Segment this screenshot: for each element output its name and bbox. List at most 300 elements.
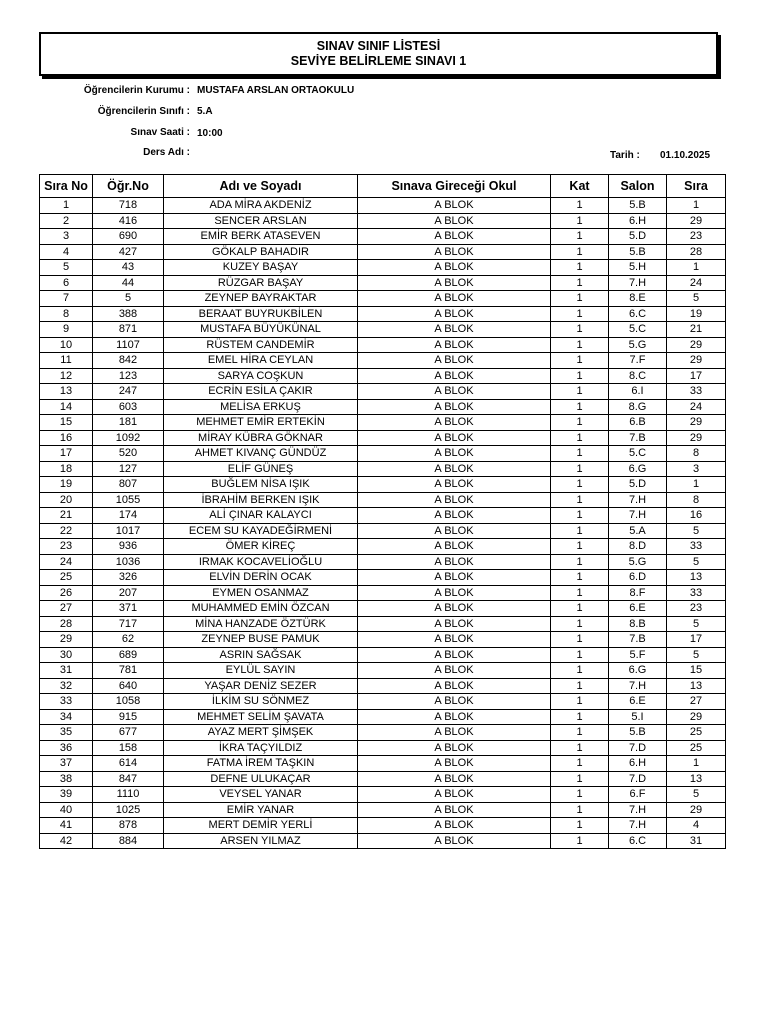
cell-student-no: 689 [93,647,164,663]
table-row [40,725,726,741]
cell-seat: 29 [667,213,726,229]
cell-exam-school: A BLOK [358,198,551,214]
cell-row-no: 13 [40,384,93,400]
cell-exam-school: A BLOK [358,740,551,756]
cell-row-no: 8 [40,306,93,322]
cell-full-name: ELİF GÜNEŞ [164,461,358,477]
col-header-full-name: Adı ve Soyadı [164,175,358,198]
cell-full-name: VEYSEL YANAR [164,787,358,803]
cell-full-name: ELVİN DERİN OCAK [164,570,358,586]
cell-hall: 6.E [609,601,667,617]
cell-student-no: 158 [93,740,164,756]
cell-floor: 1 [551,756,609,772]
cell-seat: 13 [667,678,726,694]
cell-floor: 1 [551,508,609,524]
cell-student-no: 847 [93,771,164,787]
cell-student-no: 427 [93,244,164,260]
table-row [40,601,726,617]
cell-hall: 6.F [609,787,667,803]
table-row [40,771,726,787]
cell-hall: 5.G [609,337,667,353]
cell-student-no: 5 [93,291,164,307]
cell-exam-school: A BLOK [358,399,551,415]
table-row [40,477,726,493]
cell-hall: 8.G [609,399,667,415]
cell-student-no: 690 [93,229,164,245]
cell-full-name: İLKİM SU SÖNMEZ [164,694,358,710]
table-row [40,818,726,834]
course-label: Ders Adı : [143,147,190,158]
cell-seat: 33 [667,384,726,400]
cell-exam-school: A BLOK [358,756,551,772]
cell-row-no: 28 [40,616,93,632]
table-row [40,694,726,710]
cell-exam-school: A BLOK [358,229,551,245]
cell-exam-school: A BLOK [358,523,551,539]
cell-floor: 1 [551,322,609,338]
cell-floor: 1 [551,725,609,741]
cell-row-no: 7 [40,291,93,307]
cell-row-no: 32 [40,678,93,694]
document-title: SINAV SINIF LİSTESİ [316,39,441,53]
cell-row-no: 37 [40,756,93,772]
col-header-student-no: Öğr.No [93,175,164,198]
cell-hall: 6.B [609,415,667,431]
table-row [40,368,726,384]
cell-row-no: 19 [40,477,93,493]
cell-floor: 1 [551,663,609,679]
cell-floor: 1 [551,818,609,834]
cell-seat: 3 [667,461,726,477]
cell-seat: 23 [667,601,726,617]
cell-seat: 33 [667,585,726,601]
cell-floor: 1 [551,492,609,508]
cell-floor: 1 [551,337,609,353]
cell-row-no: 23 [40,539,93,555]
cell-student-no: 640 [93,678,164,694]
table-row [40,508,726,524]
cell-row-no: 30 [40,647,93,663]
cell-hall: 7.H [609,818,667,834]
cell-floor: 1 [551,601,609,617]
cell-seat: 19 [667,306,726,322]
cell-student-no: 1036 [93,554,164,570]
cell-seat: 1 [667,198,726,214]
cell-hall: 8.C [609,368,667,384]
exam-time-label: Sınav Saati : [130,127,190,138]
cell-student-no: 1025 [93,802,164,818]
table-row [40,570,726,586]
cell-seat: 5 [667,616,726,632]
cell-seat: 24 [667,399,726,415]
cell-student-no: 44 [93,275,164,291]
cell-full-name: ARSEN YILMAZ [164,833,358,849]
cell-exam-school: A BLOK [358,771,551,787]
cell-hall: 5.B [609,198,667,214]
cell-hall: 5.I [609,709,667,725]
cell-seat: 27 [667,694,726,710]
cell-floor: 1 [551,384,609,400]
cell-exam-school: A BLOK [358,337,551,353]
col-header-seat: Sıra [667,175,726,198]
cell-student-no: 718 [93,198,164,214]
table-row [40,415,726,431]
cell-exam-school: A BLOK [358,430,551,446]
cell-exam-school: A BLOK [358,725,551,741]
cell-floor: 1 [551,244,609,260]
cell-seat: 31 [667,833,726,849]
cell-hall: 8.F [609,585,667,601]
cell-exam-school: A BLOK [358,647,551,663]
col-header-hall: Salon [609,175,667,198]
cell-full-name: BUĞLEM NİSA IŞIK [164,477,358,493]
cell-student-no: 127 [93,461,164,477]
cell-full-name: EYLÜL SAYIN [164,663,358,679]
cell-row-no: 40 [40,802,93,818]
cell-hall: 7.F [609,353,667,369]
cell-exam-school: A BLOK [358,833,551,849]
cell-floor: 1 [551,678,609,694]
cell-full-name: İKRA TAÇYILDIZ [164,740,358,756]
cell-floor: 1 [551,523,609,539]
cell-full-name: IRMAK KOCAVELİOĞLU [164,554,358,570]
cell-full-name: ECRİN ESİLA ÇAKIR [164,384,358,400]
cell-hall: 6.D [609,570,667,586]
cell-row-no: 3 [40,229,93,245]
cell-student-no: 781 [93,663,164,679]
document-subtitle: SEVİYE BELİRLEME SINAVI 1 [290,54,467,68]
cell-student-no: 43 [93,260,164,276]
cell-row-no: 20 [40,492,93,508]
cell-full-name: EMİR BERK ATASEVEN [164,229,358,245]
cell-row-no: 33 [40,694,93,710]
date-label: Tarih : [610,150,640,161]
cell-student-no: 62 [93,632,164,648]
cell-row-no: 4 [40,244,93,260]
col-header-exam-school: Sınava Gireceği Okul [358,175,551,198]
cell-seat: 5 [667,554,726,570]
cell-row-no: 10 [40,337,93,353]
cell-floor: 1 [551,787,609,803]
cell-row-no: 16 [40,430,93,446]
cell-floor: 1 [551,632,609,648]
table-row [40,384,726,400]
title-box [39,32,718,76]
table-row [40,833,726,849]
cell-full-name: YAŞAR DENİZ SEZER [164,678,358,694]
cell-hall: 5.C [609,446,667,462]
cell-floor: 1 [551,275,609,291]
cell-seat: 29 [667,430,726,446]
cell-student-no: 717 [93,616,164,632]
cell-exam-school: A BLOK [358,787,551,803]
cell-row-no: 15 [40,415,93,431]
cell-hall: 6.C [609,306,667,322]
cell-seat: 1 [667,260,726,276]
table-row [40,585,726,601]
cell-hall: 7.D [609,771,667,787]
cell-seat: 29 [667,709,726,725]
cell-exam-school: A BLOK [358,461,551,477]
cell-exam-school: A BLOK [358,213,551,229]
cell-floor: 1 [551,399,609,415]
cell-row-no: 14 [40,399,93,415]
institution-value: MUSTAFA ARSLAN ORTAOKULU [197,85,355,96]
cell-full-name: EMEL HİRA CEYLAN [164,353,358,369]
table-row [40,756,726,772]
cell-full-name: İBRAHİM BERKEN IŞIK [164,492,358,508]
cell-student-no: 677 [93,725,164,741]
cell-seat: 24 [667,275,726,291]
cell-row-no: 22 [40,523,93,539]
cell-row-no: 18 [40,461,93,477]
cell-seat: 5 [667,291,726,307]
cell-row-no: 29 [40,632,93,648]
table-row [40,260,726,276]
cell-seat: 1 [667,756,726,772]
cell-hall: 7.H [609,508,667,524]
cell-floor: 1 [551,260,609,276]
cell-seat: 29 [667,353,726,369]
cell-floor: 1 [551,740,609,756]
table-row [40,430,726,446]
cell-hall: 6.G [609,663,667,679]
cell-full-name: MUHAMMED EMİN ÖZCAN [164,601,358,617]
cell-full-name: EYMEN OSANMAZ [164,585,358,601]
cell-hall: 5.H [609,260,667,276]
table-row [40,353,726,369]
table-row [40,461,726,477]
cell-seat: 15 [667,663,726,679]
cell-seat: 13 [667,771,726,787]
cell-full-name: SENCER ARSLAN [164,213,358,229]
cell-floor: 1 [551,477,609,493]
cell-seat: 4 [667,818,726,834]
cell-student-no: 1107 [93,337,164,353]
cell-student-no: 915 [93,709,164,725]
cell-row-no: 24 [40,554,93,570]
cell-row-no: 17 [40,446,93,462]
cell-row-no: 11 [40,353,93,369]
cell-student-no: 871 [93,322,164,338]
table-row [40,554,726,570]
cell-exam-school: A BLOK [358,368,551,384]
cell-floor: 1 [551,368,609,384]
cell-full-name: EMİR YANAR [164,802,358,818]
cell-hall: 7.H [609,492,667,508]
cell-student-no: 936 [93,539,164,555]
table-row [40,306,726,322]
cell-hall: 6.H [609,756,667,772]
cell-seat: 25 [667,725,726,741]
cell-seat: 23 [667,229,726,245]
cell-exam-school: A BLOK [358,477,551,493]
table-body [40,198,726,849]
cell-floor: 1 [551,554,609,570]
cell-student-no: 603 [93,399,164,415]
institution-label: Öğrencilerin Kurumu : [83,85,190,96]
cell-floor: 1 [551,446,609,462]
student-list-table [39,174,726,849]
table-row [40,337,726,353]
cell-student-no: 1058 [93,694,164,710]
cell-full-name: DEFNE ULUKAÇAR [164,771,358,787]
table-row [40,492,726,508]
cell-hall: 5.G [609,554,667,570]
cell-full-name: ÖMER KİREÇ [164,539,358,555]
cell-floor: 1 [551,771,609,787]
cell-row-no: 31 [40,663,93,679]
cell-row-no: 42 [40,833,93,849]
cell-row-no: 25 [40,570,93,586]
cell-row-no: 2 [40,213,93,229]
cell-hall: 5.D [609,477,667,493]
cell-exam-school: A BLOK [358,694,551,710]
table-header-row [40,175,726,198]
table-row [40,399,726,415]
exam-time-value: 10:00 [197,128,223,139]
cell-seat: 8 [667,492,726,508]
cell-exam-school: A BLOK [358,322,551,338]
cell-student-no: 884 [93,833,164,849]
cell-exam-school: A BLOK [358,492,551,508]
class-value: 5.A [197,106,213,117]
cell-floor: 1 [551,570,609,586]
cell-row-no: 39 [40,787,93,803]
cell-student-no: 842 [93,353,164,369]
table-row [40,229,726,245]
cell-floor: 1 [551,585,609,601]
cell-hall: 5.F [609,647,667,663]
cell-student-no: 326 [93,570,164,586]
cell-full-name: RÜZGAR BAŞAY [164,275,358,291]
cell-hall: 5.B [609,244,667,260]
table-row [40,275,726,291]
cell-seat: 21 [667,322,726,338]
table-row [40,663,726,679]
cell-full-name: ALİ ÇINAR KALAYCI [164,508,358,524]
cell-hall: 7.H [609,275,667,291]
cell-exam-school: A BLOK [358,306,551,322]
cell-student-no: 123 [93,368,164,384]
cell-row-no: 12 [40,368,93,384]
cell-hall: 8.E [609,291,667,307]
cell-student-no: 1092 [93,430,164,446]
cell-student-no: 388 [93,306,164,322]
cell-row-no: 34 [40,709,93,725]
cell-full-name: FATMA İREM TAŞKIN [164,756,358,772]
cell-full-name: ASRIN SAĞSAK [164,647,358,663]
cell-hall: 6.H [609,213,667,229]
cell-seat: 13 [667,570,726,586]
cell-seat: 17 [667,632,726,648]
cell-student-no: 181 [93,415,164,431]
cell-hall: 8.B [609,616,667,632]
cell-hall: 6.G [609,461,667,477]
cell-exam-school: A BLOK [358,601,551,617]
cell-full-name: ZEYNEP BAYRAKTAR [164,291,358,307]
cell-hall: 5.A [609,523,667,539]
cell-exam-school: A BLOK [358,802,551,818]
cell-student-no: 1110 [93,787,164,803]
cell-exam-school: A BLOK [358,570,551,586]
cell-full-name: ZEYNEP BUSE PAMUK [164,632,358,648]
cell-hall: 5.B [609,725,667,741]
cell-seat: 33 [667,539,726,555]
table-row [40,616,726,632]
cell-seat: 29 [667,802,726,818]
cell-floor: 1 [551,353,609,369]
table-row [40,244,726,260]
cell-full-name: RÜSTEM CANDEMİR [164,337,358,353]
cell-hall: 6.E [609,694,667,710]
cell-row-no: 41 [40,818,93,834]
cell-full-name: AHMET KIVANÇ GÜNDÜZ [164,446,358,462]
cell-exam-school: A BLOK [358,353,551,369]
cell-hall: 7.B [609,632,667,648]
cell-student-no: 614 [93,756,164,772]
cell-seat: 1 [667,477,726,493]
cell-row-no: 5 [40,260,93,276]
cell-full-name: MİRAY KÜBRA GÖKNAR [164,430,358,446]
cell-exam-school: A BLOK [358,678,551,694]
cell-student-no: 247 [93,384,164,400]
table-row [40,446,726,462]
cell-floor: 1 [551,833,609,849]
cell-hall: 8.D [609,539,667,555]
table-row [40,740,726,756]
cell-student-no: 1017 [93,523,164,539]
cell-row-no: 21 [40,508,93,524]
cell-row-no: 26 [40,585,93,601]
col-header-floor: Kat [551,175,609,198]
cell-seat: 5 [667,647,726,663]
cell-seat: 28 [667,244,726,260]
cell-student-no: 416 [93,213,164,229]
cell-floor: 1 [551,430,609,446]
cell-seat: 29 [667,337,726,353]
cell-floor: 1 [551,709,609,725]
cell-floor: 1 [551,647,609,663]
cell-student-no: 1055 [93,492,164,508]
cell-row-no: 38 [40,771,93,787]
cell-student-no: 207 [93,585,164,601]
cell-full-name: ECEM SU KAYADEĞİRMENİ [164,523,358,539]
cell-exam-school: A BLOK [358,260,551,276]
cell-full-name: MEHMET EMİR ERTEKİN [164,415,358,431]
cell-full-name: MUSTAFA BÜYÜKÜNAL [164,322,358,338]
table-row [40,291,726,307]
cell-floor: 1 [551,539,609,555]
cell-floor: 1 [551,306,609,322]
cell-exam-school: A BLOK [358,415,551,431]
cell-exam-school: A BLOK [358,632,551,648]
cell-hall: 7.H [609,802,667,818]
cell-exam-school: A BLOK [358,818,551,834]
cell-seat: 8 [667,446,726,462]
cell-row-no: 9 [40,322,93,338]
cell-row-no: 6 [40,275,93,291]
cell-floor: 1 [551,694,609,710]
col-header-row-no: Sıra No [40,175,93,198]
cell-hall: 6.I [609,384,667,400]
cell-exam-school: A BLOK [358,709,551,725]
cell-full-name: AYAZ MERT ŞİMŞEK [164,725,358,741]
cell-exam-school: A BLOK [358,585,551,601]
cell-exam-school: A BLOK [358,508,551,524]
table-row [40,198,726,214]
cell-full-name: MİNA HANZADE ÖZTÜRK [164,616,358,632]
